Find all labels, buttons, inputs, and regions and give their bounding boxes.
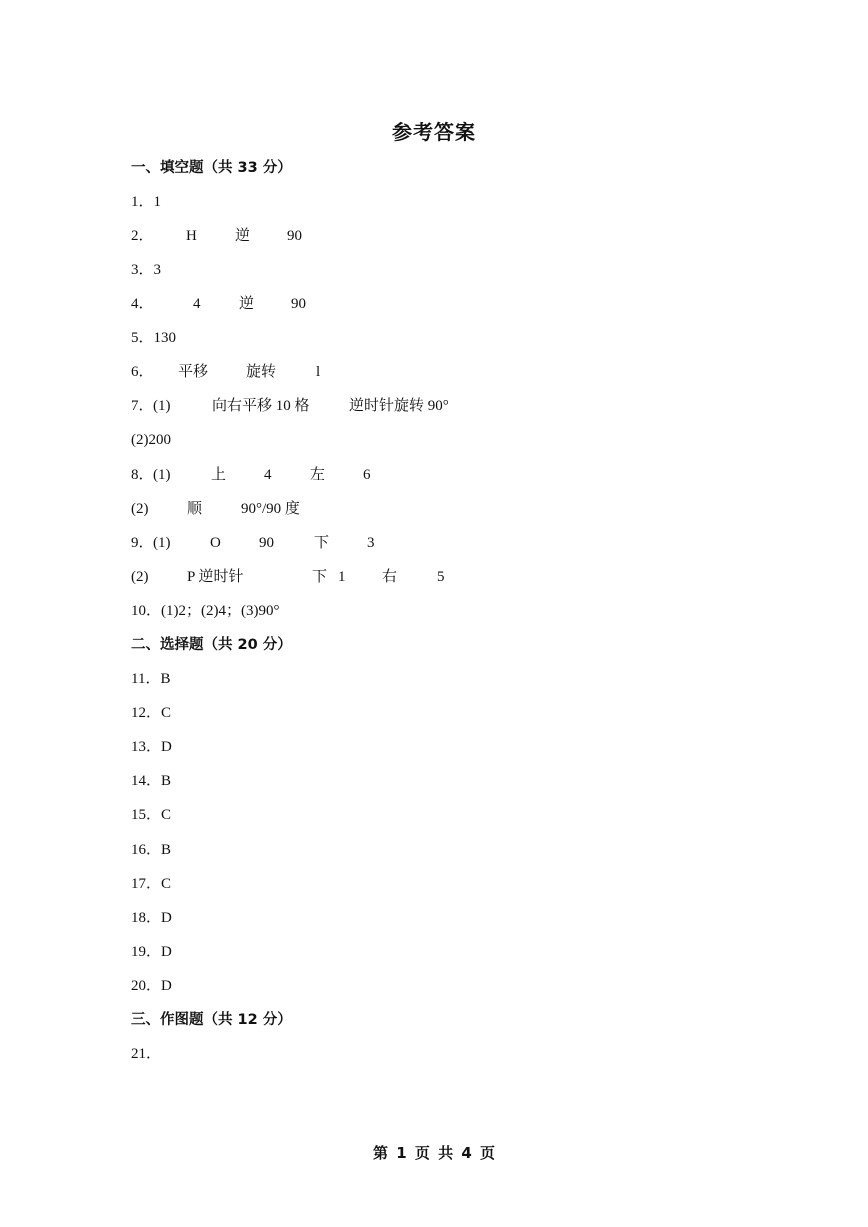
question-number: 1．	[131, 194, 154, 210]
question-number: 15．	[131, 807, 162, 823]
question-number: 8．	[131, 467, 154, 483]
answer-value: 3	[367, 535, 375, 551]
answer-line-q19	[131, 942, 172, 962]
answer-value: l	[316, 364, 321, 380]
answer-value: 5	[437, 569, 445, 585]
section-heading-drawing: 三、作图题（共 12 分）	[131, 1012, 292, 1028]
question-number: 5．	[131, 330, 154, 346]
part-label: (2)	[131, 501, 149, 517]
answer-value: 6	[363, 467, 371, 483]
answer-value: H	[186, 228, 197, 244]
part-label: (2)	[131, 569, 149, 585]
answer-line-q13	[131, 737, 172, 757]
question-number: 3．	[131, 262, 154, 278]
answer-value: 130	[153, 330, 177, 346]
question-number: 16．	[131, 842, 162, 858]
answer-line-q15	[131, 805, 171, 825]
answer-value: C	[161, 807, 172, 823]
answer-line-q20	[131, 976, 172, 996]
question-number: 21．	[131, 1046, 162, 1062]
question-number: 9．	[131, 535, 154, 551]
page-title: 参考答案	[392, 120, 476, 144]
answer-value: 90°/90 度	[241, 501, 300, 517]
answer-value: 平移	[178, 364, 209, 380]
answer-value: 下	[314, 535, 330, 551]
question-number: 19．	[131, 944, 162, 960]
answer-line-q8-part2	[131, 499, 531, 519]
answer-value: D	[161, 978, 172, 994]
answer-value: D	[161, 944, 172, 960]
answer-value: 1	[338, 569, 346, 585]
question-number: 6．	[131, 364, 154, 380]
section-heading-multiple-choice: 二、选择题（共 20 分）	[131, 637, 292, 653]
part-label: (1)	[153, 535, 171, 551]
answer-line-q4	[131, 294, 531, 314]
answer-value: 逆时针旋转 90°	[349, 398, 449, 414]
question-number: 2．	[131, 228, 154, 244]
answer-value: 3	[153, 262, 162, 278]
answer-value: O	[210, 535, 221, 551]
question-number: 12．	[131, 705, 162, 721]
answer-line-q17	[131, 874, 171, 894]
section-heading-fill-in: 一、填空题（共 33 分）	[131, 160, 292, 176]
answer-line-q16	[131, 840, 171, 860]
answer-value: 上	[211, 467, 227, 483]
answer-value: 4	[193, 296, 201, 312]
answer-value: C	[161, 876, 172, 892]
page-footer: 第 1 页 共 4 页	[373, 1144, 495, 1162]
question-number: 10．	[131, 603, 162, 619]
answer-value: 旋转	[246, 364, 277, 380]
part-label: (1)	[153, 467, 171, 483]
part-label: (1)	[153, 398, 171, 414]
answer-value: 逆	[239, 296, 255, 312]
answer-value: 左	[310, 467, 326, 483]
answer-value: 顺	[187, 501, 203, 517]
question-number: 14．	[131, 773, 162, 789]
answer-value: 90	[287, 228, 302, 244]
answer-line-q7-part2	[131, 430, 171, 450]
answer-line-q2	[131, 226, 531, 246]
answer-value: (1)2；(2)4；(3)90°	[161, 603, 280, 619]
answer-value: D	[161, 910, 172, 926]
answer-line-q12	[131, 703, 171, 723]
question-number: 17．	[131, 876, 162, 892]
question-number: 11．	[131, 671, 161, 687]
answer-value: 右	[382, 569, 398, 585]
answer-line-q10	[131, 601, 280, 621]
answer-value: 4	[264, 467, 272, 483]
question-number: 20．	[131, 978, 162, 994]
answer-value: B	[161, 773, 172, 789]
answer-line-q21	[131, 1044, 161, 1064]
question-number: 13．	[131, 739, 162, 755]
answer-line-q5	[131, 328, 176, 348]
answer-value: D	[161, 739, 172, 755]
answer-line-q14	[131, 771, 171, 791]
answer-value: 逆	[235, 228, 251, 244]
question-number: 18．	[131, 910, 162, 926]
question-number: 7．	[131, 398, 154, 414]
answer-line-q18	[131, 908, 172, 928]
answer-line-q3	[131, 260, 161, 280]
answer-value: 向右平移 10 格	[212, 398, 310, 414]
answer-line-q1	[131, 192, 161, 212]
answer-value: B	[160, 671, 171, 687]
answer-line-q8-part1	[131, 465, 531, 485]
answer-value: 90	[259, 535, 274, 551]
answer-value: P 逆时针	[187, 569, 244, 585]
answer-line-q9-part1	[131, 533, 531, 553]
answer-value: (2)200	[131, 432, 171, 448]
question-number: 4．	[131, 296, 154, 312]
answer-line-q9-part2	[131, 567, 531, 587]
answer-value: 1	[153, 194, 162, 210]
answer-value: C	[161, 705, 172, 721]
answer-line-q6	[131, 362, 531, 382]
answer-value: 90	[291, 296, 306, 312]
answer-line-q11	[131, 669, 170, 689]
answer-line-q7-part1	[131, 396, 581, 416]
answer-value: 下	[312, 569, 328, 585]
answer-value: B	[161, 842, 172, 858]
